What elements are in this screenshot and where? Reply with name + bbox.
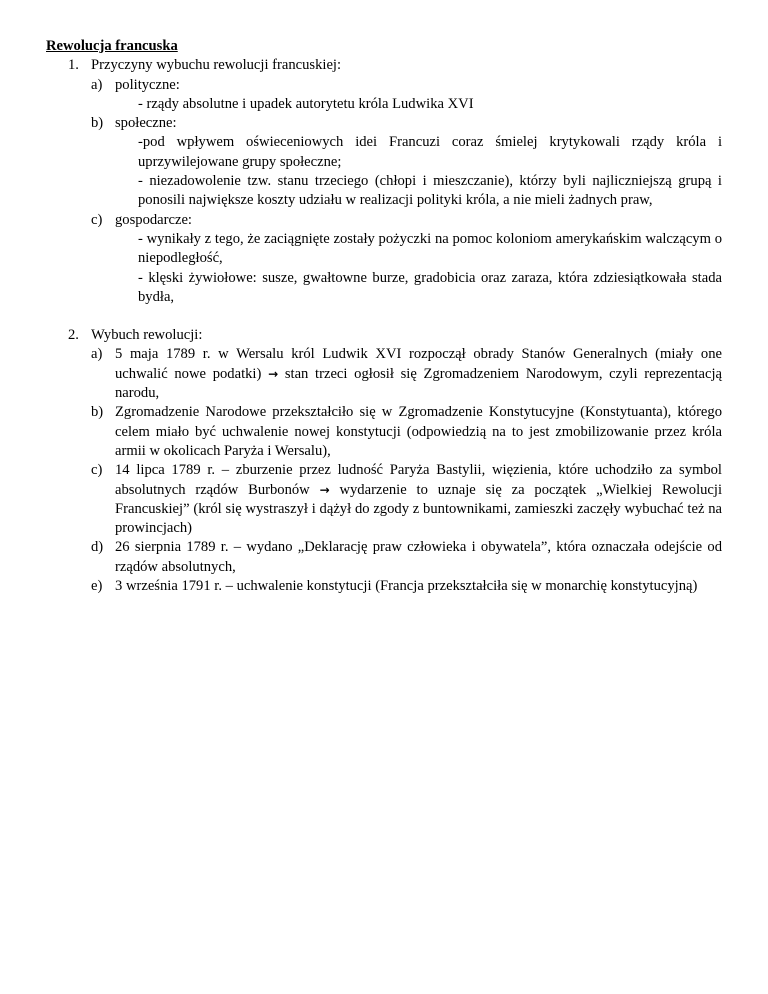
item-letter: b) [91,404,104,421]
section-heading: Przyczyny wybuchu rewolucji francuskiej: [91,57,342,74]
list-item-economic [91,211,722,230]
document-title: Rewolucja francuska [46,38,178,54]
item-text [115,345,722,403]
item-letter: c) [91,462,103,479]
section-heading: Wybuch rewolucji: [91,327,203,344]
item-label: gospodarcze: [115,211,192,228]
item-line: - niezadowolenie tzw. stanu trzeciego (chłopi i mieszczanie), którzy byli najliczniejszą grupą i ponosili największe koszty udziału w realizacji polityki króla, a nie mieli żadnych praw, [138,173,722,209]
item-body [91,230,722,307]
item-text: 26 sierpnia 1789 r. – wydano „Deklarację praw człowieka i obywatela”, która oznaczała odejście od rządów absolutnych, [115,539,722,575]
item-text-after: stan trzeci ogłosił się Zgromadzeniem Narodowym, czyli reprezentacją narodu, [115,365,723,402]
item-label: polityczne: [115,76,180,93]
item-text: Zgromadzenie Narodowe przekształciło się w Zgromadzenie Konstytucyjne (Konstytuanta), którego celem miało być uchwalenie nowej konstytucji (odpowiedzią na to jest zmobilizowanie przez króla armii w okolicach Paryża i Wersalu), [115,404,722,459]
list-item-social [91,114,722,133]
item-letter: c) [91,211,103,228]
arrow-right-icon: → [268,366,279,381]
item-body [91,133,722,210]
item-body [91,95,722,114]
item-label: społeczne: [115,115,177,132]
arrow-right-icon: → [319,482,330,497]
item-line: - rządy absolutne i upadek autorytetu króla Ludwika XVI [138,95,474,112]
item-text-after: wydarzenie to uznaje się za początek „Wielkiej Rewolucji Francuskiej” (król się wystraszył i dążył do zgody z buntownikami, zamieszki zaczęły wybuchać też na prowincjach) [115,481,723,537]
list-item-d [91,538,722,577]
item-text [115,461,722,538]
item-line: - wynikały z tego, że zaciągnięte zostały pożyczki na pomoc koloniom amerykańskim walczącym o niepodległość, [138,230,722,267]
item-letter: a) [91,76,103,93]
item-line: -pod wpływem oświeceniowych idei Francuzi coraz śmielej krytykowali rządy króla i uprzywilejowane grupy społeczne; [138,134,722,170]
section-outbreak [46,326,722,596]
section-number: 2. [68,327,79,344]
item-text-before: 5 maja 1789 r. w Wersalu król Ludwik XVI rozpoczął obrady Stanów Generalnych (miały one uchwalić nowe podatki) [115,346,722,382]
item-letter: e) [91,578,103,595]
list-item-b [91,403,722,461]
document-page [46,37,722,596]
section-causes [46,56,722,307]
list-item-e [91,577,722,596]
item-letter: b) [91,115,104,132]
list-item-c [91,461,722,538]
item-text: 3 września 1791 r. – uchwalenie konstytucji (Francja przekształciła się w monarchię konstytucyjną) [115,578,698,595]
list-item-a [91,345,722,403]
item-line: - klęski żywiołowe: susze, gwałtowne burze, gradobicia oraz zaraza, która zdziesiątkowała stada bydła, [138,269,722,305]
list-item-political [91,76,722,95]
section-number: 1. [68,57,79,74]
item-letter: d) [91,539,104,556]
item-text-before: 14 lipca 1789 r. – zburzenie przez ludność Paryża Bastylii, więzienia, które uchodziło za symbol absolutnych rządów Burbonów [115,462,722,498]
item-letter: a) [91,346,103,363]
spacer [46,307,722,326]
